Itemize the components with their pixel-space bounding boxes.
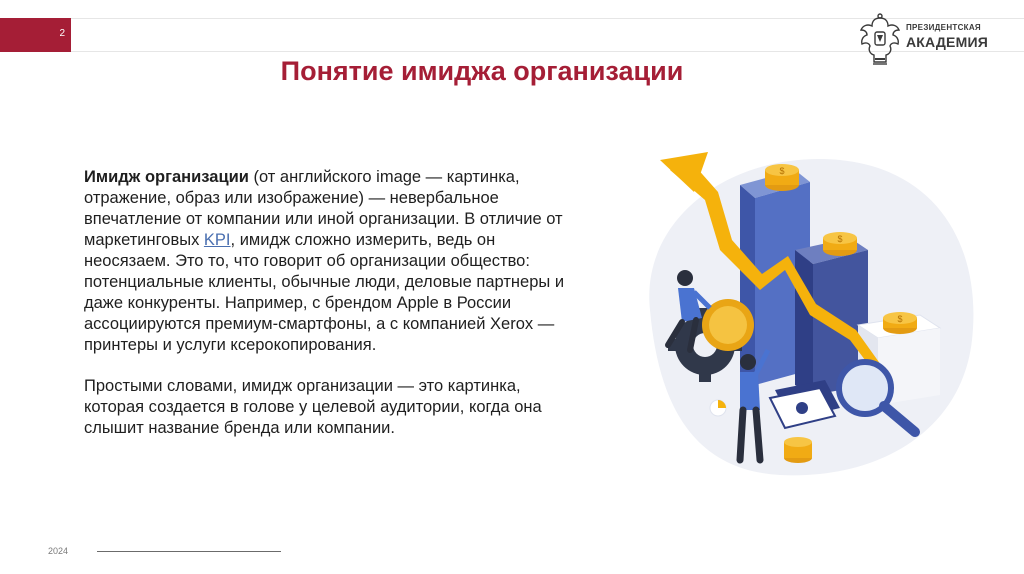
coin-symbol: $: [897, 314, 903, 324]
logo-line-1: ПРЕЗИДЕНТСКАЯ: [906, 23, 981, 32]
coin-pile: [784, 437, 812, 463]
page-number: 2: [59, 28, 65, 39]
business-growth-illustration: [610, 140, 982, 485]
coin-symbol: $: [779, 166, 785, 176]
body-text: [84, 167, 578, 439]
paragraph-1-part-2: , имидж сложно измерить, ведь он неосязаем. Это то, что говорит об организации общество: потенциальные клиенты, обычные люди, деловые партнеры и даже конкуренты. Например, с брендом Apple в России ассоциируются премиум-смартфоны, а с компанией Xerox — принтеры и услуги ксерокопирования.: [84, 231, 565, 354]
paragraph-1-part-1: (от английского image — картинка, отражение, образ или изображение) — невербальное впечатление от компании или иной организации. В отличие от маркетинговых: [84, 168, 563, 249]
pie-chart-icon: [710, 400, 726, 416]
footer-divider: [97, 551, 281, 552]
footer-year: 2024: [48, 546, 69, 556]
paragraph-definition: [84, 167, 578, 356]
coin-stack-middle: [823, 232, 857, 256]
coin-stack-right: [883, 312, 917, 334]
paragraph-simple: Простыми словами, имидж организации — это картинка, которая создается в голове у целевой аудитории, когда она слышит название бренда или компании.: [84, 377, 542, 437]
page-number-tab: [0, 18, 71, 52]
logo-text: [906, 24, 988, 49]
logo-line-2: АКАДЕМИЯ: [906, 34, 988, 50]
term-bold: Имидж организации: [84, 168, 249, 186]
coin-stack-top: [765, 164, 799, 191]
coin-symbol: $: [837, 234, 843, 244]
slide-title: Понятие имиджа организации: [280, 56, 684, 86]
kpi-link[interactable]: KPI: [203, 231, 231, 249]
